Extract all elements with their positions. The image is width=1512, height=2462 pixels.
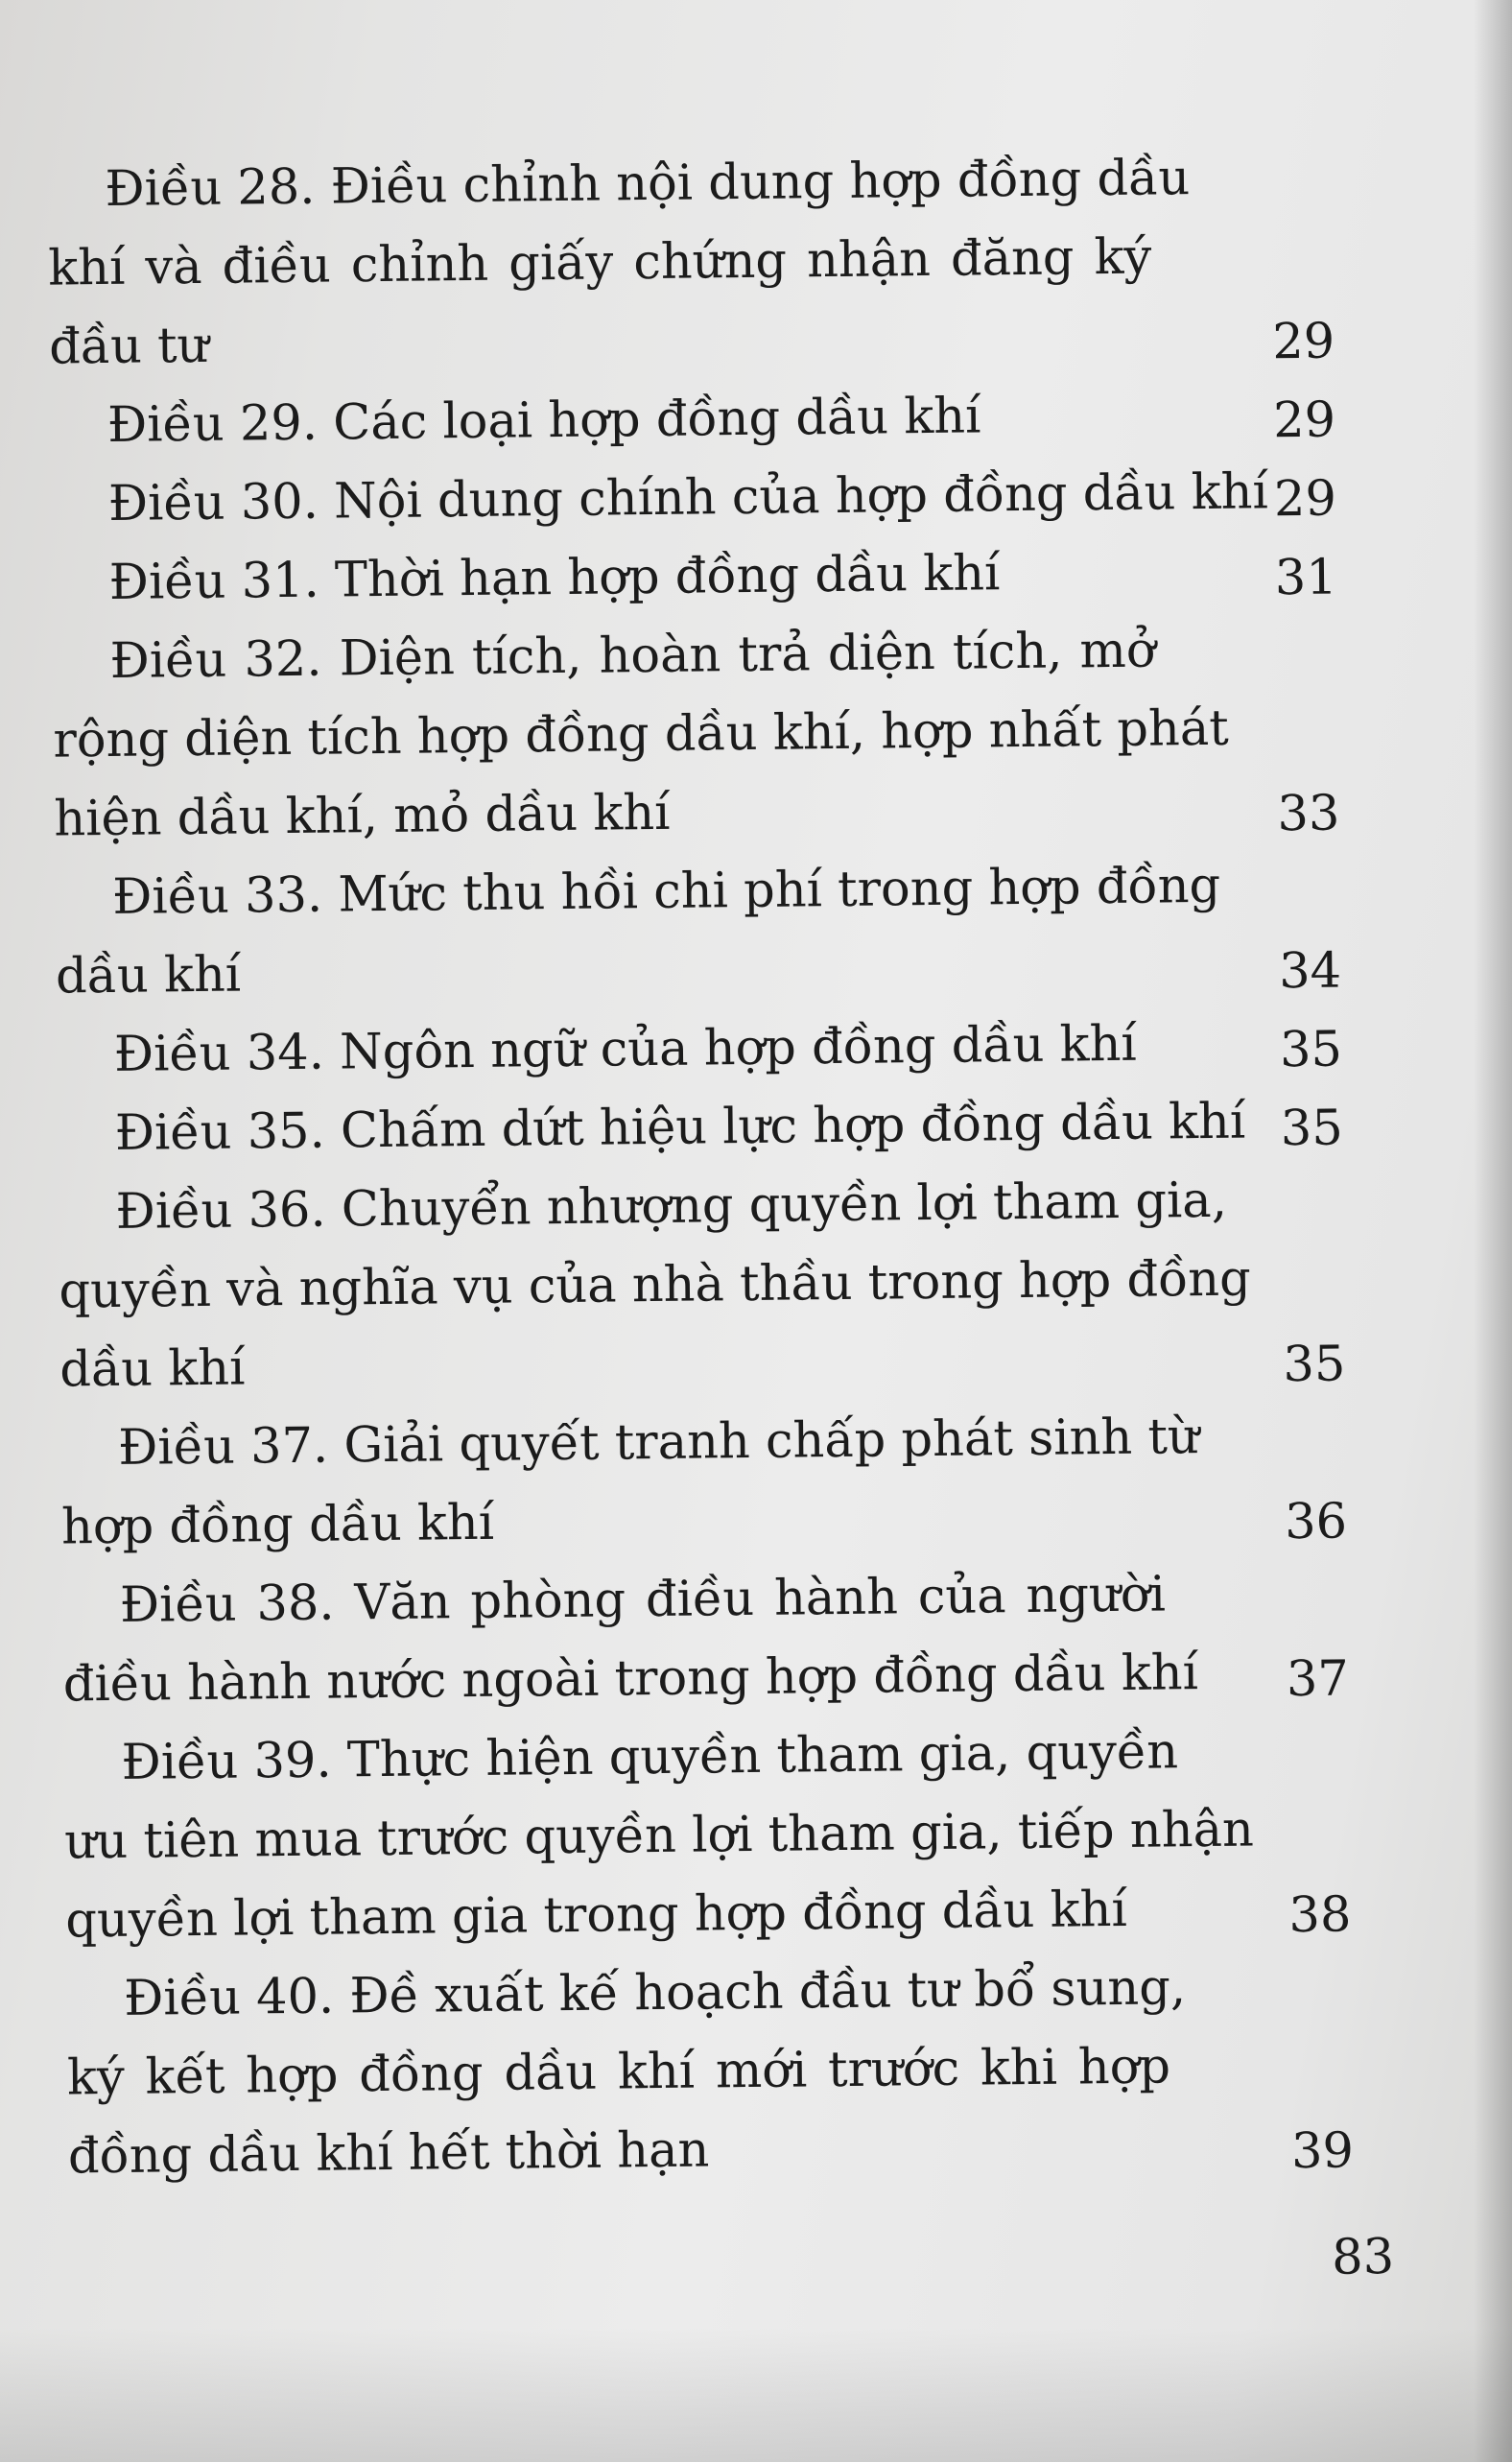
toc-entry (58, 1160, 1384, 1409)
toc-entry (63, 1711, 1390, 1960)
bottom-shadow (0, 2328, 1512, 2462)
toc-entry-line: Điều 37. Giải quyết tranh chấp phát sinh từ (117, 1409, 1200, 1477)
toc-entry-line: hợp đồng dầu khí (60, 1494, 495, 1556)
toc-entry-page-number: 39 (1290, 2122, 1355, 2181)
toc-entry (52, 609, 1379, 859)
page-edge-shadow (1474, 0, 1512, 2462)
toc-entry-line: điều hành nước ngoài trong hợp đồng dầu khí (62, 1645, 1199, 1714)
toc-entry (60, 1396, 1386, 1567)
toc-entry (57, 1081, 1382, 1173)
toc-entry (50, 452, 1375, 544)
toc-entry (47, 137, 1374, 387)
toc-entry-line: Điều 39. Thực hiện quyền tham gia, quyền (121, 1723, 1179, 1791)
toc-entry-page-number: 35 (1283, 1336, 1346, 1394)
toc-entry-page-number: 38 (1288, 1886, 1352, 1945)
table-of-contents (47, 137, 1392, 2196)
toc-entry-page-number: 29 (1273, 470, 1337, 529)
toc-entry-line: quyền và nghĩa vụ của nhà thầu trong hợp đồng (59, 1250, 1252, 1320)
toc-entry-line: Điều 38. Văn phòng điều hành của người (119, 1566, 1167, 1634)
toc-entry-page-number: 35 (1280, 1100, 1344, 1158)
toc-entry-line: Điều 29. Các loại hợp đồng dầu khí (106, 388, 981, 454)
toc-entry-line: Điều 28. Điều chỉnh nội dung hợp đồng dầu (105, 150, 1191, 218)
toc-entry-line: Điều 35. Chấm dứt hiệu lực hợp đồng dầu khí (114, 1093, 1246, 1162)
toc-entry-line: hiện dầu khí, mỏ dầu khí (54, 784, 671, 848)
toc-entry-line: dầu khí (59, 1339, 246, 1399)
toc-entry (51, 531, 1376, 623)
toc-entry-line: Điều 33. Mức thu hồi chi phí trong hợp đồng (111, 857, 1221, 926)
toc-entry-line: rộng diện tích hợp đồng dầu khí, hợp nhất phát (53, 699, 1230, 769)
toc-entry-page-number: 29 (1272, 391, 1336, 450)
toc-entry (56, 1003, 1381, 1095)
toc-entry-line: ký kết hợp đồng dầu khí mới trước khi hợp (66, 2038, 1171, 2107)
page-number: 83 (1331, 2229, 1395, 2286)
toc-entry (62, 1553, 1388, 1724)
toc-entry-page-number: 33 (1277, 785, 1340, 843)
toc-entry-line: Điều 36. Chuyển nhượng quyền lợi tham gia, (115, 1172, 1228, 1241)
toc-entry-line: Điều 32. Diện tích, hoàn trả diện tích, mở (109, 622, 1156, 690)
toc-entry-line: khí và điều chỉnh giấy chứng nhận đăng ký (48, 228, 1152, 297)
toc-entry-line: Điều 40. Đề xuất kế hoạch đầu tư bổ sung, (123, 1959, 1187, 2027)
toc-entry-line: đồng dầu khí hết thời hạn (67, 2121, 710, 2186)
toc-entry (50, 373, 1375, 465)
toc-entry-page-number: 35 (1279, 1021, 1343, 1079)
toc-entry-page-number: 31 (1274, 549, 1338, 607)
toc-entry-line: dầu khí (55, 946, 242, 1006)
toc-entry (66, 1947, 1393, 2196)
toc-entry-page-number: 36 (1284, 1493, 1348, 1551)
toc-entry-page-number: 34 (1278, 942, 1342, 1001)
toc-entry (55, 845, 1381, 1016)
toc-entry-page-number: 37 (1286, 1650, 1350, 1709)
toc-entry-line: đầu tư (48, 317, 209, 376)
toc-entry-line: Điều 30. Nội dung chính của hợp đồng dầu khí (107, 463, 1269, 533)
toc-entry-line: Điều 31. Thời hạn hợp đồng dầu khí (108, 545, 1001, 611)
toc-entry-line: quyền lợi tham gia trong hợp đồng dầu khí (65, 1881, 1128, 1950)
toc-entry-line: Điều 34. Ngôn ngữ của hợp đồng dầu khí (113, 1015, 1137, 1083)
toc-entry-line: ưu tiên mua trước quyền lợi tham gia, tiếp nhận (64, 1801, 1255, 1871)
toc-entry-page-number: 29 (1271, 313, 1335, 371)
